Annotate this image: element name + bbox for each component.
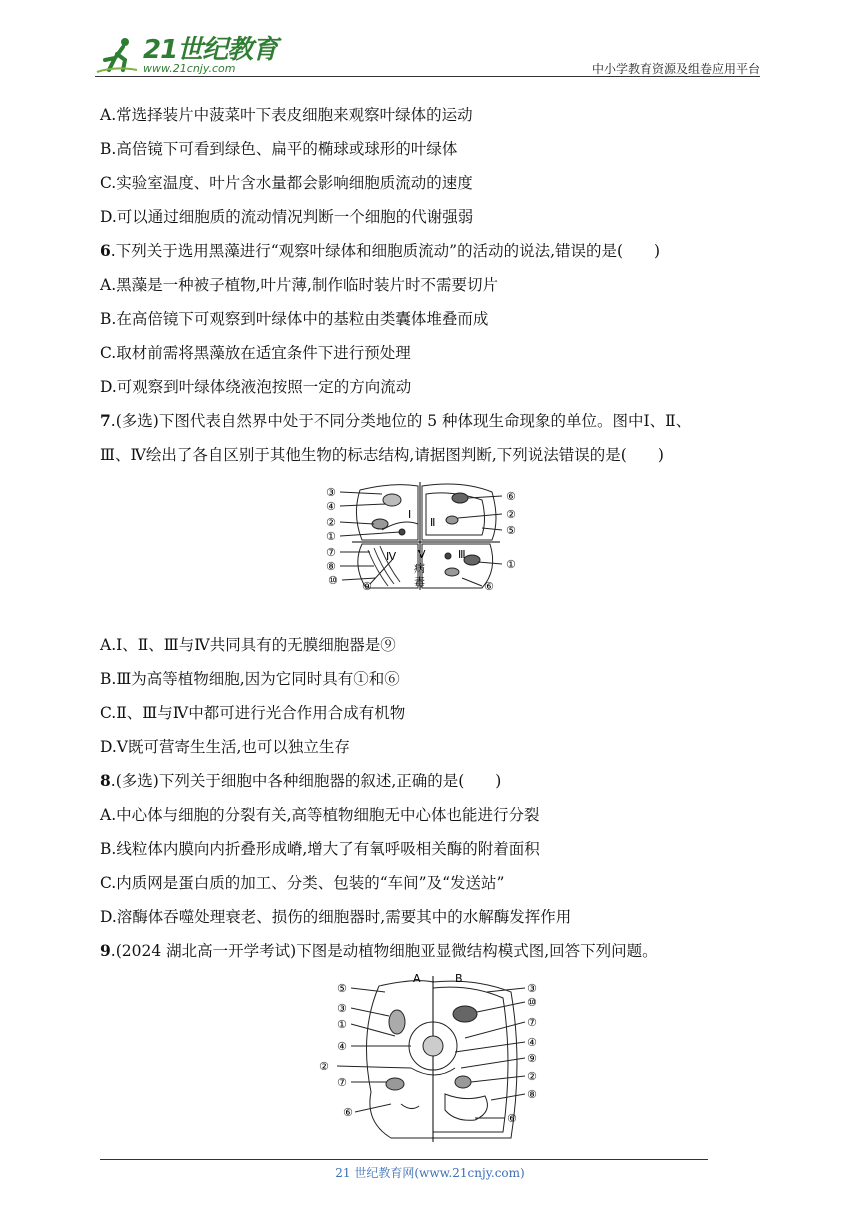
runner-logo-icon	[95, 36, 139, 76]
label-2: ②	[506, 508, 516, 521]
roman-ii: Ⅱ	[430, 516, 436, 529]
option-8b: B.线粒体内膜向内折叠形成嵴,增大了有氧呼吸相关酶的附着面积	[100, 840, 540, 858]
logo-url: www.21cnjy.com	[143, 62, 236, 75]
option-5a: A.常选择装片中菠菜叶下表皮细胞来观察叶绿体的运动	[100, 106, 473, 124]
label-1: ①	[326, 530, 336, 543]
mitochondrion	[445, 568, 459, 576]
label-7: ⑦	[527, 1016, 537, 1029]
option-8a: A.中心体与细胞的分裂有关,高等植物细胞无中心体也能进行分裂	[100, 806, 540, 824]
roman-v: Ⅴ	[418, 548, 426, 561]
header-divider	[95, 76, 760, 77]
label-5: ⑤	[506, 524, 516, 537]
animal-plant-cell-figure	[315, 972, 550, 1144]
option-7d: D.Ⅴ既可营寄生生活,也可以独立生存	[100, 738, 350, 756]
logo-title: 21世纪教育	[143, 35, 278, 65]
label-1: ①	[337, 1018, 347, 1031]
label-6: ⑥	[506, 490, 516, 503]
site-logo	[95, 36, 277, 76]
header-platform-text: 中小学教育资源及组卷应用平台	[591, 62, 760, 76]
page-header	[95, 30, 760, 78]
cell-ii-outline	[422, 484, 496, 540]
label-2: ②	[319, 1060, 329, 1073]
centriole	[445, 553, 451, 559]
question-text: .下列关于选用黑藻进行“观察叶绿体和细胞质流动”的活动的说法,错误的是( )	[110, 242, 661, 260]
option-7a: A.Ⅰ、Ⅱ、Ⅲ与Ⅳ共同具有的无膜细胞器是⑨	[100, 636, 396, 654]
option-5b: B.高倍镜下可看到绿色、扁平的椭球或球形的叶绿体	[100, 140, 458, 158]
roman-iii: Ⅲ	[458, 548, 466, 561]
question-9	[100, 940, 658, 962]
golgi-body	[389, 1010, 405, 1034]
mitochondrion	[372, 519, 388, 529]
cell-types-figure	[322, 480, 532, 592]
option-5d: D.可以通过细胞质的流动情况判断一个细胞的代谢强弱	[100, 208, 474, 226]
footer-text: 21 世纪教育网(www.21cnjy.com)	[335, 1166, 525, 1180]
label-5: ⑤	[337, 982, 347, 995]
label-10: ⑩	[328, 574, 338, 587]
roman-iv: Ⅳ	[386, 550, 397, 563]
footer-divider	[100, 1159, 708, 1160]
chloroplast	[464, 555, 480, 565]
question-number: 9	[100, 941, 111, 960]
option-8d: D.溶酶体吞噬处理衰老、损伤的细胞器时,需要其中的水解酶发挥作用	[100, 908, 572, 926]
label-4: ④	[527, 1036, 537, 1049]
question-8	[100, 770, 501, 792]
mitochondrion	[446, 516, 458, 524]
option-8c: C.内质网是蛋白质的加工、分类、包装的“车间”及“发送站”	[100, 874, 505, 892]
label-9: ⑨	[362, 580, 372, 592]
question-text: .(多选)下列关于细胞中各种细胞器的叙述,正确的是( )	[110, 772, 502, 790]
question-7-line2: Ⅲ、Ⅳ绘出了各自区别于其他生物的标志结构,请据图判断,下列说法错误的是( )	[100, 446, 664, 464]
label-7: ⑦	[326, 546, 336, 559]
label-4: ④	[326, 500, 336, 513]
option-6b: B.在高倍镜下可观察到叶绿体中的基粒由类囊体堆叠而成	[100, 310, 489, 328]
label-a: A	[413, 972, 421, 985]
label-6: ⑥	[507, 1112, 517, 1125]
label-3: ③	[326, 486, 336, 499]
label-3: ③	[527, 982, 537, 995]
label-b: B	[455, 972, 463, 985]
label-8: ⑧	[326, 560, 336, 573]
animal-cell-outline	[367, 981, 434, 1138]
label-1: ①	[506, 558, 516, 571]
chloroplast	[453, 1006, 477, 1022]
label-9: ⑨	[527, 1052, 537, 1065]
question-text: .(多选)下图代表自然界中处于不同分类地位的 5 种体现生命现象的单位。图中Ⅰ、Ⅱ、	[110, 412, 692, 430]
label-2: ②	[326, 516, 336, 529]
option-7c: C.Ⅱ、Ⅲ与Ⅳ中都可进行光合作用合成有机物	[100, 704, 406, 722]
roman-i: Ⅰ	[408, 508, 412, 521]
question-number: 6	[100, 241, 111, 260]
vacuole	[445, 1094, 487, 1120]
option-6c: C.取材前需将黑藻放在适宜条件下进行预处理	[100, 344, 411, 362]
label-6: ⑥	[343, 1106, 353, 1119]
option-6d: D.可观察到叶绿体绕液泡按照一定的方向流动	[100, 378, 412, 396]
virus-char-2: 毒	[414, 576, 425, 589]
chloroplast	[452, 493, 468, 503]
label-6: ⑥	[484, 580, 494, 592]
label-7: ⑦	[337, 1076, 347, 1089]
mitochondrion	[386, 1078, 404, 1090]
lysosome	[401, 1104, 419, 1109]
question-6	[100, 240, 660, 262]
option-5c: C.实验室温度、叶片含水量都会影响细胞质流动的速度	[100, 174, 473, 192]
virus-char-1: 病	[414, 562, 425, 575]
label-3: ③	[337, 1002, 347, 1015]
option-7b: B.Ⅲ为高等植物细胞,因为它同时具有①和⑥	[100, 670, 400, 688]
label-2: ②	[527, 1070, 537, 1083]
label-8: ⑧	[527, 1088, 537, 1101]
nucleolus	[423, 1036, 443, 1056]
option-6a: A.黑藻是一种被子植物,叶片薄,制作临时装片时不需要切片	[100, 276, 498, 294]
mitochondrion	[455, 1076, 471, 1088]
question-text: .(2024 湖北高一开学考试)下图是动植物细胞亚显微结构模式图,回答下列问题。	[110, 942, 658, 960]
label-4: ④	[337, 1040, 347, 1053]
question-7-line1	[100, 410, 691, 432]
question-number: 7	[100, 411, 111, 430]
question-number: 8	[100, 771, 111, 790]
label-10: ⑩	[527, 996, 537, 1009]
